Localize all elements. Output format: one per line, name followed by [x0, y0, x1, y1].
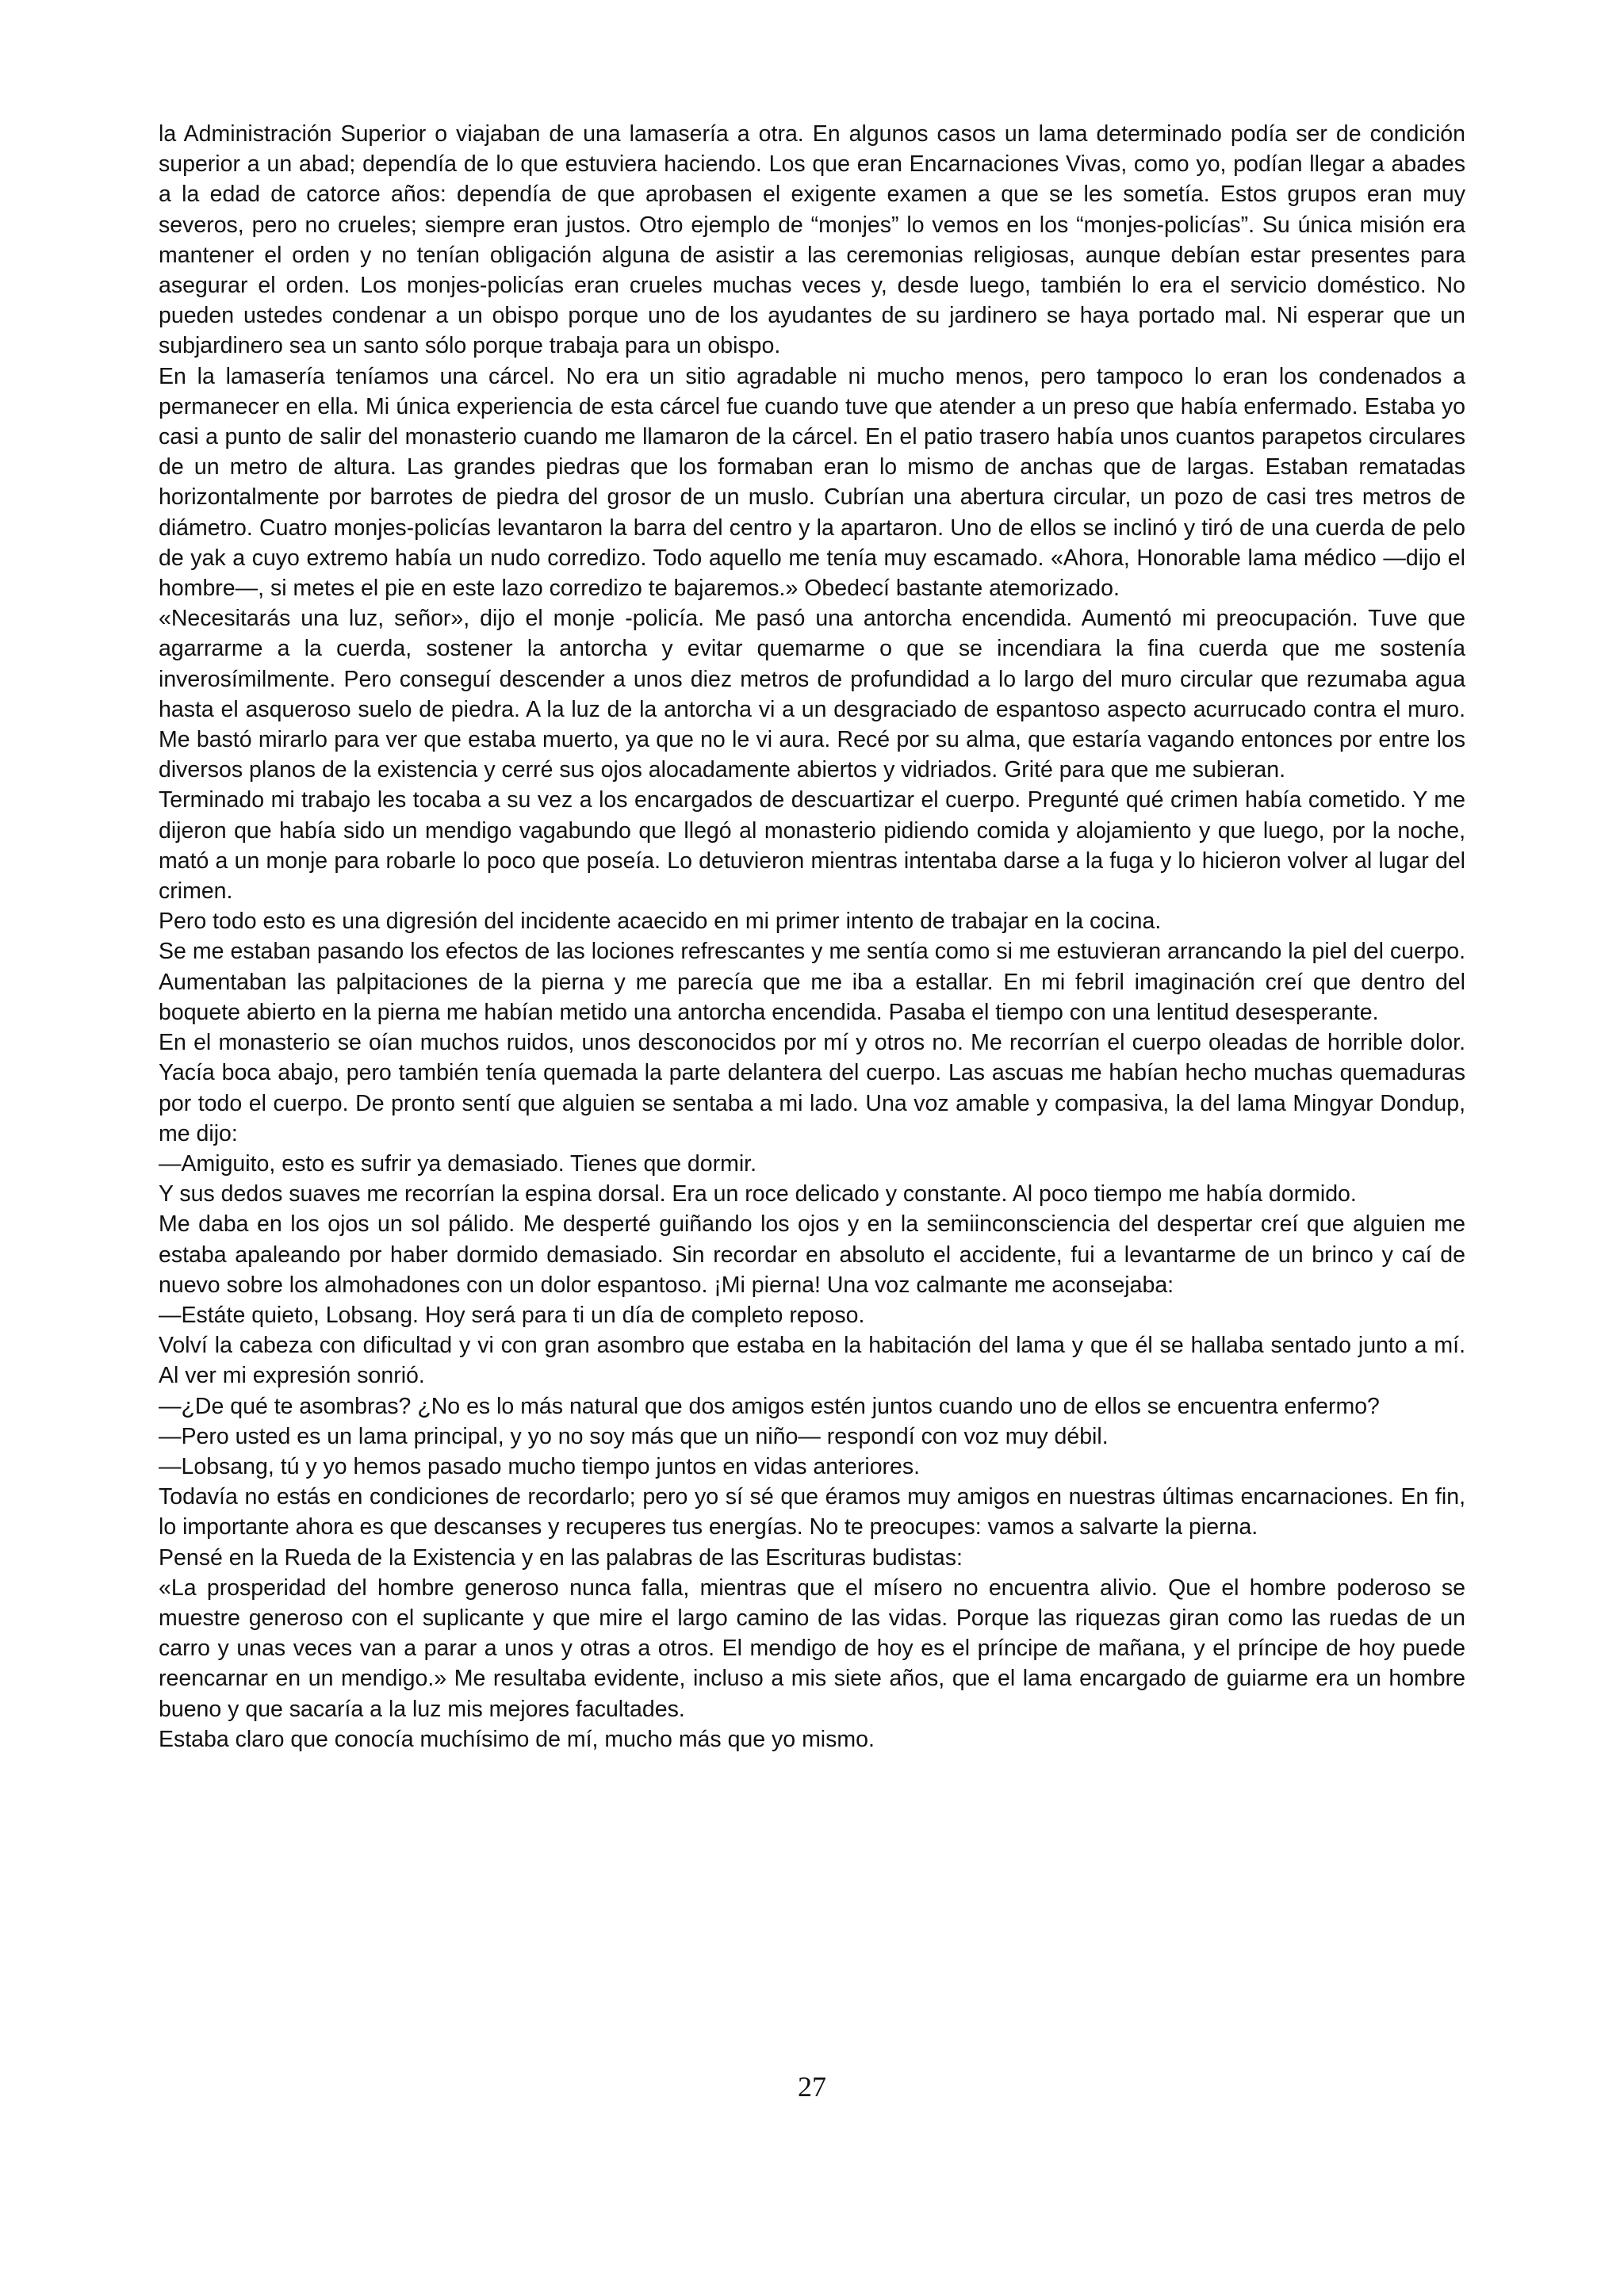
paragraph-3: «Necesitarás una luz, señor», dijo el monje -policía. Me pasó una antorcha encendida. Aumentó mi preocupación. Tuve que agarrarme a la cuerda, sostener la antorcha y evitar quemarme o que se incendiara la fina cuerda que me sostenía inverosímilmente. Pero conseguí descender a unos diez metros de profundidad a lo largo del muro circular que rezumaba agua hasta el asqueroso suelo de piedra. A la luz de la antorcha vi a un desgraciado de espantoso aspecto acurrucado contra el muro. Me bastó mirarlo para ver que estaba muerto, ya que no le vi aura. Recé por su alma, que estaría vagando entonces por entre los diversos planos de la existencia y cerré sus ojos alocadamente abiertos y vidriados. Grité para que me subieran.	[159, 606, 1465, 783]
paragraph-2: En la lamasería teníamos una cárcel. No era un sitio agradable ni mucho menos, pero tampoco lo eran los condenados a permanecer en ella. Mi única experiencia de esta cárcel fue cuando tuve que atender a un preso que había enfermado. Estaba yo casi a punto de salir del monasterio cuando me llamaron de la cárcel. En el patio trasero había unos cuantos parapetos circulares de un metro de altura. Las grandes piedras que los formaban eran lo mismo de anchas que de largas. Estaban rematadas horizontalmente por barrotes de piedra del grosor de un muslo. Cubrían una abertura circular, un pozo de casi tres metros de diámetro. Cuatro monjes-policías levantaron la barra del centro y la apartaron. Uno de ellos se inclinó y tiró de una cuerda de pelo de yak a cuyo extremo había un nudo corredizo. Todo aquello me tenía muy escamado. «Ahora, Honorable lama médico —dijo el hombre—, si metes el pie en este lazo corredizo te bajaremos.» Obedecí bastante atemorizado.	[159, 363, 1465, 602]
paragraph-8: —Amiguito, esto es sufrir ya demasiado. Tienes que dormir.	[159, 1150, 757, 1177]
paragraph-11: —Estáte quieto, Lobsang. Hoy será para ti un día de completo reposo.	[159, 1302, 865, 1328]
paragraph-10: Me daba en los ojos un sol pálido. Me desperté guiñando los ojos y en la semiinconsciencia del despertar creí que alguien me estaba apaleando por haber dormido demasiado. Sin recordar en absoluto el accidente, fui a levantarme de un brinco y caí de nuevo sobre los almohadones con un dolor espantoso. ¡Mi pierna! Una voz calmante me aconsejaba:	[159, 1211, 1465, 1298]
paragraph-19: Estaba claro que conocía muchísimo de mí, mucho más que yo mismo.	[159, 1726, 875, 1752]
paragraph-4: Terminado mi trabajo les tocaba a su vez a los encargados de descuartizar el cuerpo. Pregunté qué crimen había cometido. Y me dijeron que había sido un mendigo vagabundo que llegó al monasterio pidiendo comida y alojamiento y que luego, por la noche, mató a un monje para robarle lo poco que poseía. Lo detuvieron mientras intentaba darse a la fuga y lo hicieron volver al lugar del crimen.	[159, 787, 1465, 905]
paragraph-5: Pero todo esto es una digresión del incidente acaecido en mi primer intento de trabajar en la cocina.	[159, 909, 1162, 935]
paragraph-14: —Pero usted es un lama principal, y yo no soy más que un niño— respondí con voz muy débil.	[159, 1423, 1109, 1449]
paragraph-17: Pensé en la Rueda de la Existencia y en las palabras de las Escrituras budistas:	[159, 1544, 963, 1571]
paragraph-7: En el monasterio se oían muchos ruidos, unos desconocidos por mí y otros no. Me recorrían el cuerpo oleadas de horrible dolor. Yacía boca abajo, pero también tenía quemada la parte delantera del cuerpo. Las ascuas me habían hecho muchas quemaduras por todo el cuerpo. De pronto sentí que alguien se sentaba a mi lado. Una voz amable y compasiva, la del lama Mingyar Dondup, me dijo:	[159, 1030, 1465, 1146]
paragraph-12: Volví la cabeza con dificultad y vi con gran asombro que estaba en la habitación del lama y que él se hallaba sentado junto a mí. Al ver mi expresión sonrió.	[159, 1333, 1465, 1389]
page-body	[159, 119, 1465, 1755]
page-number: 27	[798, 2071, 826, 2103]
paragraph-6: Se me estaban pasando los efectos de las lociones refrescantes y me sentía como si me estuvieran arrancando la piel del cuerpo. Aumentaban las palpitaciones de la pierna y me parecía que me iba a estallar. En mi febril imaginación creí que dentro del boquete abierto en la pierna me habían metido una antorcha encendida. Pasaba el tiempo con una lentitud desesperante.	[159, 939, 1465, 1025]
paragraph-16: Todavía no estás en condiciones de recordarlo; pero yo sí sé que éramos muy amigos en nuestras últimas encarnaciones. En fin, lo importante ahora es que descanses y recuperes tus energías. No te preocupes: vamos a salvarte la pierna.	[159, 1484, 1465, 1540]
paragraph-18: «La prosperidad del hombre generoso nunca falla, mientras que el mísero no encuentra alivio. Que el hombre poderoso se muestre generoso con el suplicante y que mire el largo camino de las vidas. Porque las riquezas giran como las ruedas de un carro y unas veces van a parar a unos y otras a otros. El mendigo de hoy es el príncipe de mañana, y el príncipe de hoy puede reencarnar en un mendigo.» Me resultaba evidente, incluso a mis siete años, que el lama encargado de guiarme era un hombre bueno y que sacaría a la luz mis mejores facultades.	[159, 1575, 1465, 1722]
paragraph-9: Y sus dedos suaves me recorrían la espina dorsal. Era un roce delicado y constante. Al poco tiempo me había dormido.	[159, 1181, 1357, 1207]
paragraph-15: —Lobsang, tú y yo hemos pasado mucho tiempo juntos en vidas anteriores.	[159, 1453, 921, 1479]
paragraph-1: la Administración Superior o viajaban de una lamasería a otra. En algunos casos un lama determinado podía ser de condición superior a un abad; dependía de lo que estuviera haciendo. Los que eran Encarnaciones Vivas, como yo, podían llegar a abades a la edad de catorce años: dependía de que aprobasen el exigente examen a que se les sometía. Estos grupos eran muy severos, pero no crueles; siempre eran justos. Otro ejemplo de “monjes” lo vemos en los “monjes-policías”. Su única misión era mantener el orden y no tenían obligación alguna de asistir a las ceremonias religiosas, aunque debían estar presentes para asegurar el orden. Los monjes-policías eran crueles muchas veces y, desde luego, también lo era el servicio doméstico. No pueden ustedes condenar a un obispo porque uno de los ayudantes de su jardinero se haya portado mal. Ni esperar que un subjardinero sea un santo sólo porque trabaja para un obispo.	[159, 121, 1465, 359]
paragraph-13: —¿De qué te asombras? ¿No es lo más natural que dos amigos estén juntos cuando uno de ellos se encuentra enfermo?	[159, 1393, 1380, 1419]
